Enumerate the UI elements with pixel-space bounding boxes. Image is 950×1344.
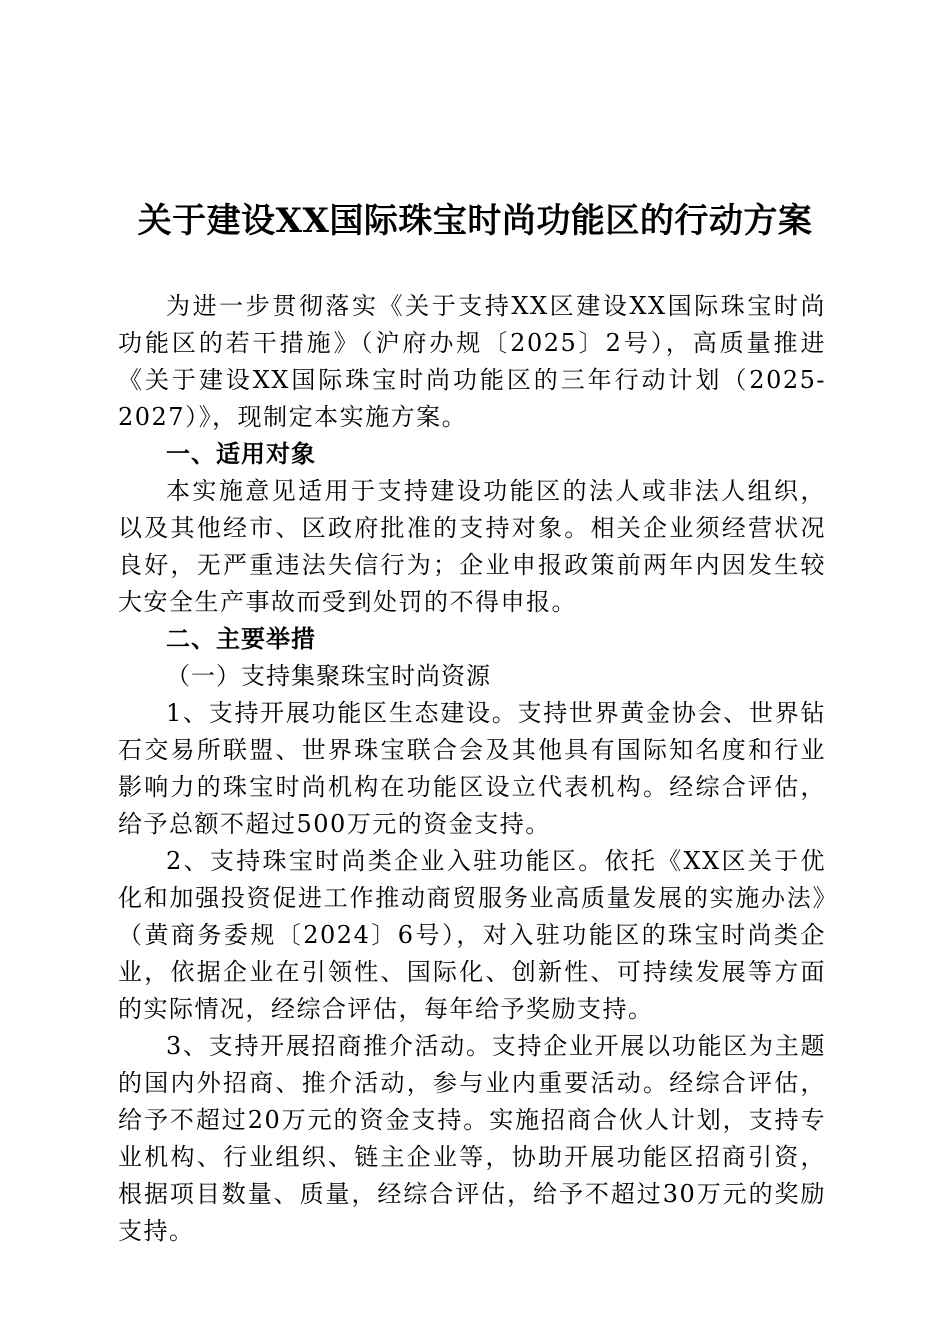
document-body	[118, 288, 826, 1250]
section-heading-main-measures: 二、主要举措	[166, 625, 316, 653]
measure-item-2: 2、支持珠宝时尚类企业入驻功能区。依托《XX区关于优化和加强投资促进工作推动商贸服务业高质量发展的实施办法》（黄商务委规〔2024〕6号），对入驻功能区的珠宝时尚类企业，依据企业在引领性、国际化、创新性、可持续发展等方面的实际情况，经综合评估，每年给予奖励支持。	[118, 847, 826, 1023]
section1-paragraph: 本实施意见适用于支持建设功能区的法人或非法人组织，以及其他经市、区政府批准的支持对象。相关企业须经营状况良好，无严重违法失信行为；企业申报政策前两年内因发生较大安全生产事故而受到处罚的不得申报。	[118, 477, 826, 616]
document-title: 关于建设XX国际珠宝时尚功能区的行动方案	[137, 201, 813, 241]
measure-item-3: 3、支持开展招商推介活动。支持企业开展以功能区为主题的国内外招商、推介活动，参与业内重要活动。经综合评估，给予不超过20万元的资金支持。实施招商合伙人计划，支持专业机构、行业组织、链主企业等，协助开展功能区招商引资，根据项目数量、质量，经综合评估，给予不超过30万元的奖励支持。	[118, 1032, 826, 1245]
intro-paragraph: 为进一步贯彻落实《关于支持XX区建设XX国际珠宝时尚功能区的若干措施》（沪府办规〔2025〕2号），高质量推进《关于建设XX国际珠宝时尚功能区的三年行动计划（2025-2027）》，现制定本实施方案。	[118, 292, 826, 431]
measure-item-1: 1、支持开展功能区生态建设。支持世界黄金协会、世界钻石交易所联盟、世界珠宝联合会及其他具有国际知名度和行业影响力的珠宝时尚机构在功能区设立代表机构。经综合评估，给予总额不超过500万元的资金支持。	[118, 699, 826, 838]
subsection-heading-gather-resources: （一）支持集聚珠宝时尚资源	[166, 662, 491, 690]
section-heading-applicable-objects: 一、适用对象	[166, 440, 316, 468]
